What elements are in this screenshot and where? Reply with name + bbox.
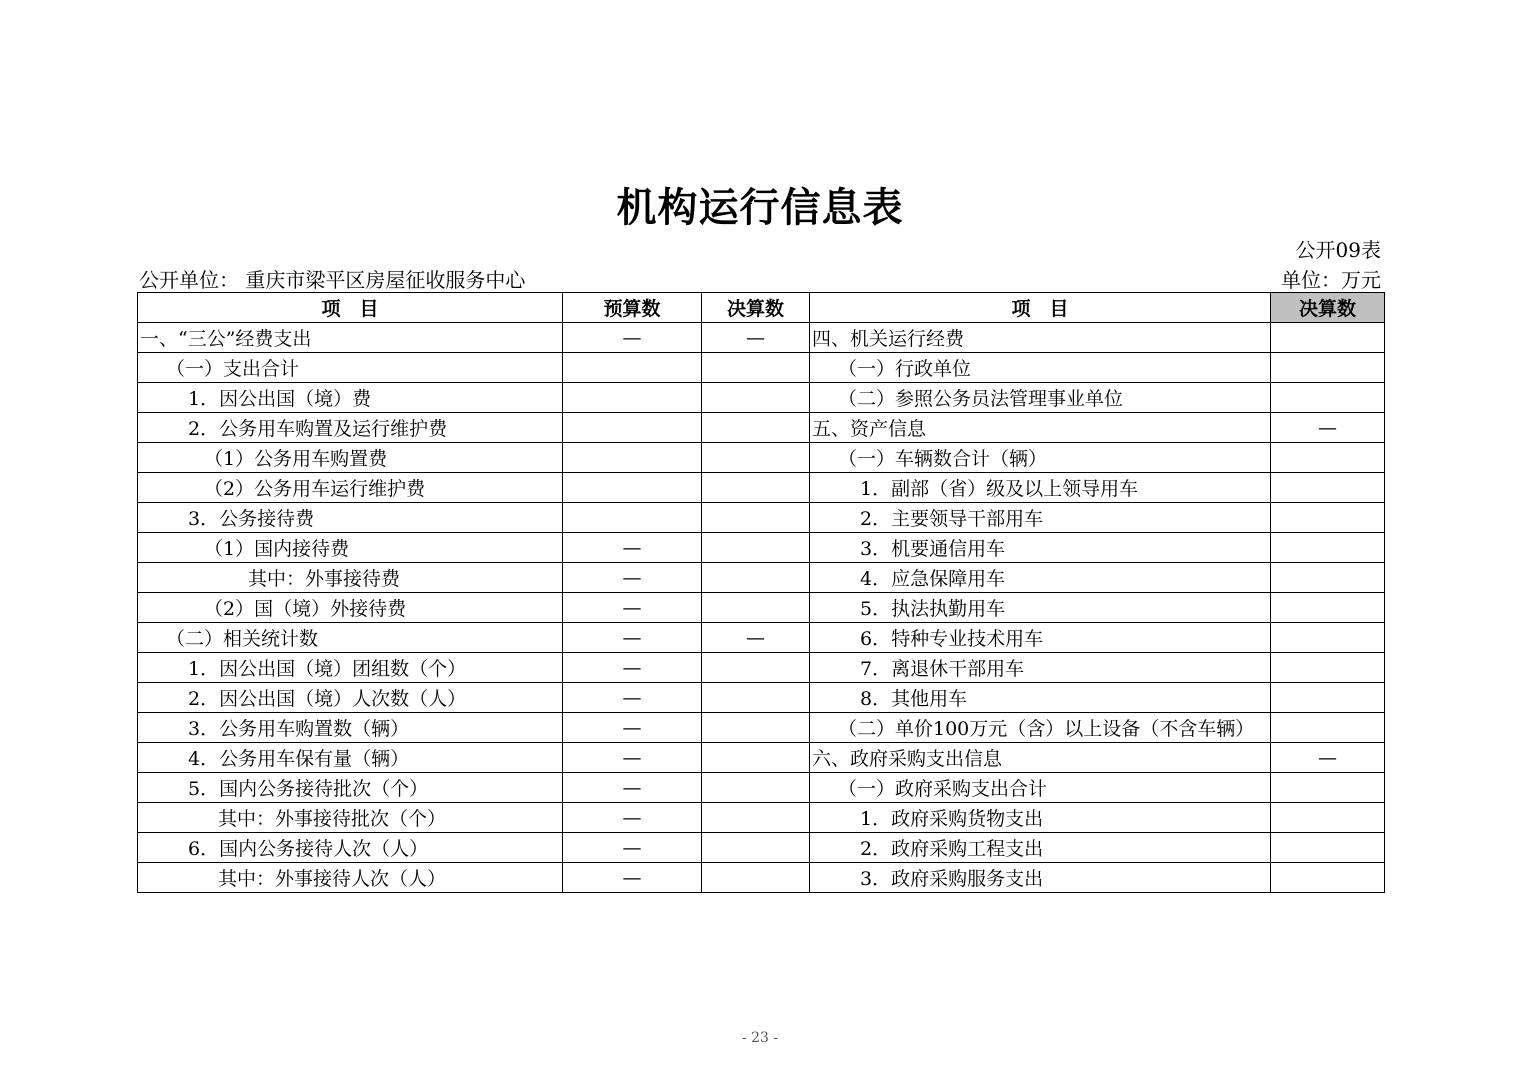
table-row — [138, 443, 1385, 473]
left-item: （1）国内接待费 — [138, 533, 563, 563]
left-item: （2）公务用车运行维护费 — [138, 473, 563, 503]
table-row — [138, 653, 1385, 683]
right-final-cell — [1271, 503, 1385, 533]
left-item: 3．公务用车购置数（辆） — [138, 713, 563, 743]
right-item: （一）行政单位 — [810, 353, 1271, 383]
table-row — [138, 773, 1385, 803]
table-row — [138, 803, 1385, 833]
right-item: 1．副部（省）级及以上领导用车 — [810, 473, 1271, 503]
budget-cell: — — [563, 623, 702, 653]
table-row — [138, 713, 1385, 743]
budget-cell: — — [563, 563, 702, 593]
right-item: （一）政府采购支出合计 — [810, 773, 1271, 803]
left-item: 2．公务用车购置及运行维护费 — [138, 413, 563, 443]
table-row — [138, 563, 1385, 593]
right-item: 四、机关运行经费 — [810, 323, 1271, 353]
right-item: 7．离退休干部用车 — [810, 653, 1271, 683]
currency-unit: 单位：万元 — [1281, 268, 1381, 292]
right-item: （二）参照公务员法管理事业单位 — [810, 383, 1271, 413]
final-cell — [702, 773, 810, 803]
final-cell — [702, 803, 810, 833]
left-item: 2．因公出国（境）人次数（人） — [138, 683, 563, 713]
right-item: 6．特种专业技术用车 — [810, 623, 1271, 653]
budget-cell: — — [563, 833, 702, 863]
right-final-cell — [1271, 863, 1385, 893]
table-row — [138, 593, 1385, 623]
right-item: 1．政府采购货物支出 — [810, 803, 1271, 833]
right-final-cell — [1271, 443, 1385, 473]
budget-cell — [563, 443, 702, 473]
left-item: （2）国（境）外接待费 — [138, 593, 563, 623]
right-item: 4．应急保障用车 — [810, 563, 1271, 593]
final-cell — [702, 503, 810, 533]
left-item: 5．国内公务接待批次（个） — [138, 773, 563, 803]
right-item: 五、资产信息 — [810, 413, 1271, 443]
right-final-cell — [1271, 773, 1385, 803]
header-final: 决算数 — [702, 293, 810, 323]
budget-cell — [563, 383, 702, 413]
budget-cell — [563, 473, 702, 503]
table-row — [138, 743, 1385, 773]
final-cell — [702, 863, 810, 893]
budget-cell: — — [563, 593, 702, 623]
right-final-cell — [1271, 713, 1385, 743]
table-row — [138, 833, 1385, 863]
header-right-final: 决算数 — [1271, 293, 1385, 323]
right-final-cell — [1271, 473, 1385, 503]
budget-cell — [563, 413, 702, 443]
table-row — [138, 353, 1385, 383]
final-cell — [702, 653, 810, 683]
final-cell — [702, 443, 810, 473]
right-item: 六、政府采购支出信息 — [810, 743, 1271, 773]
table-row — [138, 383, 1385, 413]
left-item: 其中：外事接待费 — [138, 563, 563, 593]
table-row — [138, 473, 1385, 503]
table-row — [138, 623, 1385, 653]
table-row — [138, 533, 1385, 563]
form-number: 公开09表 — [1295, 238, 1381, 262]
table-row — [138, 683, 1385, 713]
budget-cell: — — [563, 713, 702, 743]
final-cell — [702, 833, 810, 863]
right-item: 5．执法执勤用车 — [810, 593, 1271, 623]
right-final-cell — [1271, 623, 1385, 653]
left-item: 其中：外事接待批次（个） — [138, 803, 563, 833]
final-cell — [702, 563, 810, 593]
header-budget: 预算数 — [563, 293, 702, 323]
right-item: （二）单价100万元（含）以上设备（不含车辆） — [810, 713, 1271, 743]
left-item: 其中：外事接待人次（人） — [138, 863, 563, 893]
left-item: 一、“三公”经费支出 — [138, 323, 563, 353]
budget-cell: — — [563, 803, 702, 833]
reporting-unit: 公开单位： 重庆市梁平区房屋征收服务中心 — [139, 268, 526, 292]
left-item: 1．因公出国（境）费 — [138, 383, 563, 413]
header-row — [138, 293, 1385, 323]
final-cell: — — [702, 623, 810, 653]
right-final-cell — [1271, 683, 1385, 713]
budget-cell: — — [563, 653, 702, 683]
final-cell — [702, 743, 810, 773]
left-item: 3．公务接待费 — [138, 503, 563, 533]
right-final-cell — [1271, 533, 1385, 563]
final-cell — [702, 533, 810, 563]
budget-cell: — — [563, 683, 702, 713]
right-final-cell — [1271, 833, 1385, 863]
left-item: （1）公务用车购置费 — [138, 443, 563, 473]
final-cell — [702, 413, 810, 443]
table-row — [138, 863, 1385, 893]
left-item: 4．公务用车保有量（辆） — [138, 743, 563, 773]
left-item: （一）支出合计 — [138, 353, 563, 383]
final-cell — [702, 353, 810, 383]
right-final-cell — [1271, 563, 1385, 593]
right-item: 3．政府采购服务支出 — [810, 863, 1271, 893]
page-title: 机构运行信息表 — [616, 185, 904, 231]
budget-cell: — — [563, 773, 702, 803]
budget-cell: — — [563, 743, 702, 773]
header-right-item: 项 目 — [810, 293, 1271, 323]
left-item: （二）相关统计数 — [138, 623, 563, 653]
right-item: 8．其他用车 — [810, 683, 1271, 713]
final-cell — [702, 713, 810, 743]
right-item: 3．机要通信用车 — [810, 533, 1271, 563]
right-final-cell — [1271, 323, 1385, 353]
right-final-cell — [1271, 353, 1385, 383]
header-left-item: 项 目 — [138, 293, 563, 323]
left-item: 6．国内公务接待人次（人） — [138, 833, 563, 863]
right-final-cell — [1271, 803, 1385, 833]
right-item: （一）车辆数合计（辆） — [810, 443, 1271, 473]
final-cell — [702, 683, 810, 713]
right-final-cell — [1271, 653, 1385, 683]
right-item: 2．主要领导干部用车 — [810, 503, 1271, 533]
table-row — [138, 503, 1385, 533]
final-cell: — — [702, 323, 810, 353]
final-cell — [702, 473, 810, 503]
budget-cell — [563, 353, 702, 383]
final-cell — [702, 383, 810, 413]
right-final-cell: — — [1271, 413, 1385, 443]
table-row — [138, 413, 1385, 443]
right-final-cell — [1271, 593, 1385, 623]
right-final-cell: — — [1271, 743, 1385, 773]
page-number: - 23 - — [741, 1030, 779, 1046]
budget-cell: — — [563, 863, 702, 893]
table-row — [138, 323, 1385, 353]
budget-cell — [563, 503, 702, 533]
budget-cell: — — [563, 533, 702, 563]
budget-cell: — — [563, 323, 702, 353]
right-item: 2．政府采购工程支出 — [810, 833, 1271, 863]
info-table — [137, 292, 1385, 893]
final-cell — [702, 593, 810, 623]
right-final-cell — [1271, 383, 1385, 413]
left-item: 1．因公出国（境）团组数（个） — [138, 653, 563, 683]
